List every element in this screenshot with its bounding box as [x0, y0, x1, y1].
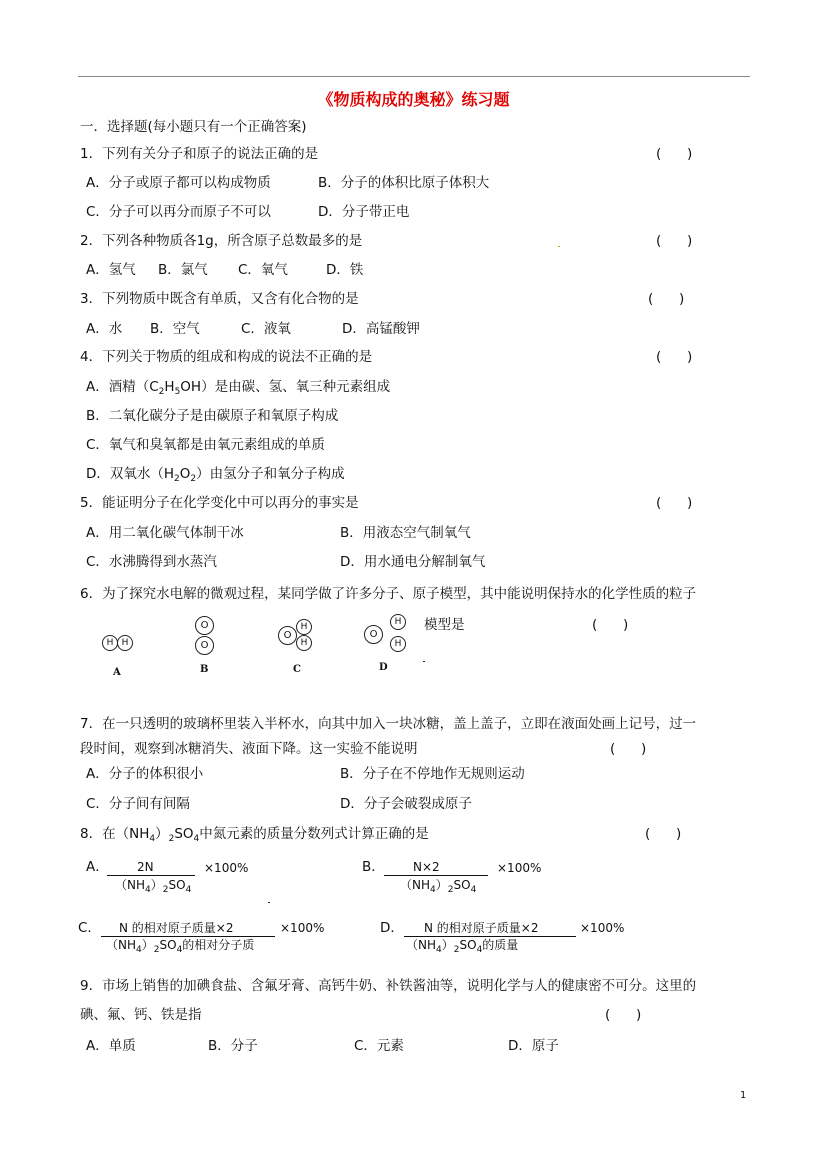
oxygen-atom-icon: O [364, 625, 383, 644]
q1-option-d: D．分子带正电 [318, 204, 410, 220]
question-6-tail: 模型是 [424, 617, 465, 633]
fraction-bar [107, 875, 195, 876]
q1-option-c: C．分子可以再分而原子不可以 [86, 204, 271, 220]
fraction-bar [384, 875, 488, 876]
oxygen-atom-icon: O [195, 636, 214, 655]
q4-option-b: B．二氧化碳分子是由碳原子和氧原子构成 [86, 408, 339, 424]
q8-option-b-times: ×100% [497, 861, 542, 875]
hydrogen-atom-icon: H [296, 619, 312, 635]
q5-option-d: D．用水通电分解制氧气 [340, 554, 486, 570]
q8-option-d-denominator: $(NH_4)_2SO_4$的质量 [406, 938, 519, 955]
q9-option-c: C．元素 [354, 1038, 404, 1054]
q8-option-b-numerator: N×2 [413, 860, 440, 874]
q3-option-a: A．水 [86, 321, 123, 337]
answer-blank-9: ( ) [605, 1007, 642, 1023]
q4-option-d: D．双氧水$(H_2O_2)$由氢分子和氧分子构成 [86, 466, 345, 484]
answer-blank-4: ( ) [656, 349, 693, 365]
question-1-stem: 1．下列有关分子和原子的说法正确的是 [80, 146, 319, 162]
q3-option-b: B．空气 [150, 321, 200, 337]
q8-option-a-times: ×100% [204, 861, 249, 875]
question-3-stem: 3．下列物质中既含有单质，又含有化合物的是 [80, 291, 359, 307]
hydrogen-atom-icon: H [102, 635, 118, 651]
stray-mark [423, 661, 425, 662]
q3-option-d: D．高锰酸钾 [342, 321, 420, 337]
answer-blank-8: ( ) [645, 826, 682, 842]
q7-option-c: C．分子间有间隔 [86, 796, 190, 812]
question-6-stem: 6．为了探究水电解的微观过程，某同学做了许多分子、原子模型，其中能说明保持水的化学性质的粒子 [80, 586, 697, 602]
answer-blank-3: ( ) [648, 291, 685, 307]
model-label-c: C [293, 664, 301, 675]
fraction-bar [404, 936, 576, 937]
answer-blank-6: ( ) [592, 617, 629, 633]
q5-option-a: A．用二氧化碳气体制干冰 [86, 525, 244, 541]
stray-mark [558, 246, 560, 247]
answer-blank-1: ( ) [656, 146, 693, 162]
q9-option-b: B．分子 [208, 1038, 258, 1054]
q2-option-c: C．氧气 [238, 262, 288, 278]
q8-option-b-label: B． [362, 859, 385, 875]
q1-option-a: A．分子或原子都可以构成物质 [86, 175, 271, 191]
model-label-b: B [200, 664, 209, 675]
hydrogen-atom-icon: H [390, 636, 406, 652]
stray-mark [268, 902, 270, 903]
question-9-stem-line1: 9．市场上销售的加碘食盐、含氟牙膏、高钙牛奶、补铁酱油等，说明化学与人的健康密不可分。这里的 [80, 978, 697, 994]
q3-option-c: C．液氧 [241, 321, 291, 337]
q8-option-d-numerator: N 的相对原子质量×2 [424, 921, 539, 935]
oxygen-atom-icon: O [195, 616, 214, 635]
q8-option-a-numerator: 2N [137, 860, 154, 874]
q8-option-c-denominator: $(NH_4)_2SO_4$的相对分子质 [106, 938, 255, 955]
q1-option-b: B．分子的体积比原子体积大 [318, 175, 490, 191]
question-5-stem: 5．能证明分子在化学变化中可以再分的事实是 [80, 495, 359, 511]
question-8-stem: 8．在$(NH_4)_2SO_4$中氮元素的质量分数列式计算正确的是 [80, 826, 429, 844]
q2-option-b: B．氯气 [158, 262, 208, 278]
q7-option-d: D．分子会破裂成原子 [340, 796, 472, 812]
page-title: 《物质构成的奥秘》练习题 [317, 90, 510, 109]
q4-option-a: A．酒精$(C_2H_5OH)$是由碳、氢、氧三种元素组成 [86, 379, 391, 397]
hydrogen-atom-icon: H [296, 635, 312, 651]
hydrogen-atom-icon: H [117, 635, 133, 651]
q8-option-c-times: ×100% [280, 921, 325, 935]
answer-blank-7: ( ) [610, 741, 647, 757]
q2-option-a: A．氢气 [86, 262, 136, 278]
q7-option-a: A．分子的体积很小 [86, 766, 204, 782]
question-7-stem-line2: 段时间，观察到冰糖消失、液面下降。这一实验不能说明 [80, 741, 418, 757]
question-4-stem: 4．下列关于物质的组成和构成的说法不正确的是 [80, 349, 373, 365]
fraction-bar [101, 936, 275, 937]
question-7-stem-line1: 7．在一只透明的玻璃杯里装入半杯水，向其中加入一块冰糖，盖上盖子，立即在液面处画上记号，过一 [80, 716, 697, 732]
answer-blank-2: ( ) [656, 233, 693, 249]
q5-option-c: C．水沸腾得到水蒸汽 [86, 554, 217, 570]
q7-option-b: B．分子在不停地作无规则运动 [340, 766, 525, 782]
q8-option-d-times: ×100% [580, 921, 625, 935]
q8-option-b-denominator: $(NH_4)_2SO_4$ [400, 878, 477, 895]
q8-option-d-label: D． [380, 920, 404, 936]
q8-option-a-denominator: $(NH_4)_2SO_4$ [115, 878, 192, 895]
q9-option-d: D．原子 [508, 1038, 559, 1054]
model-label-d: D [379, 662, 388, 673]
q8-option-c-numerator: N 的相对原子质量×2 [119, 921, 234, 935]
q5-option-b: B．用液态空气制氧气 [340, 525, 471, 541]
q8-option-a-label: A． [86, 859, 109, 875]
q2-option-d: D．铁 [326, 262, 364, 278]
page-number: 1 [740, 1090, 747, 1101]
q9-option-a: A．单质 [86, 1038, 136, 1054]
header-rule [78, 76, 750, 77]
section-heading: 一．选择题(每小题只有一个正确答案) [80, 119, 307, 135]
q8-option-c-label: C． [78, 920, 101, 936]
q4-option-c: C．氧气和臭氧都是由氧元素组成的单质 [86, 437, 325, 453]
model-label-a: A [113, 667, 121, 678]
question-9-stem-line2: 碘、氟、钙、铁是指 [80, 1007, 202, 1023]
oxygen-atom-icon: O [278, 626, 297, 645]
hydrogen-atom-icon: H [390, 614, 406, 630]
question-2-stem: 2．下列各种物质各1g，所含原子总数最多的是 [80, 233, 363, 249]
answer-blank-5: ( ) [656, 495, 693, 511]
